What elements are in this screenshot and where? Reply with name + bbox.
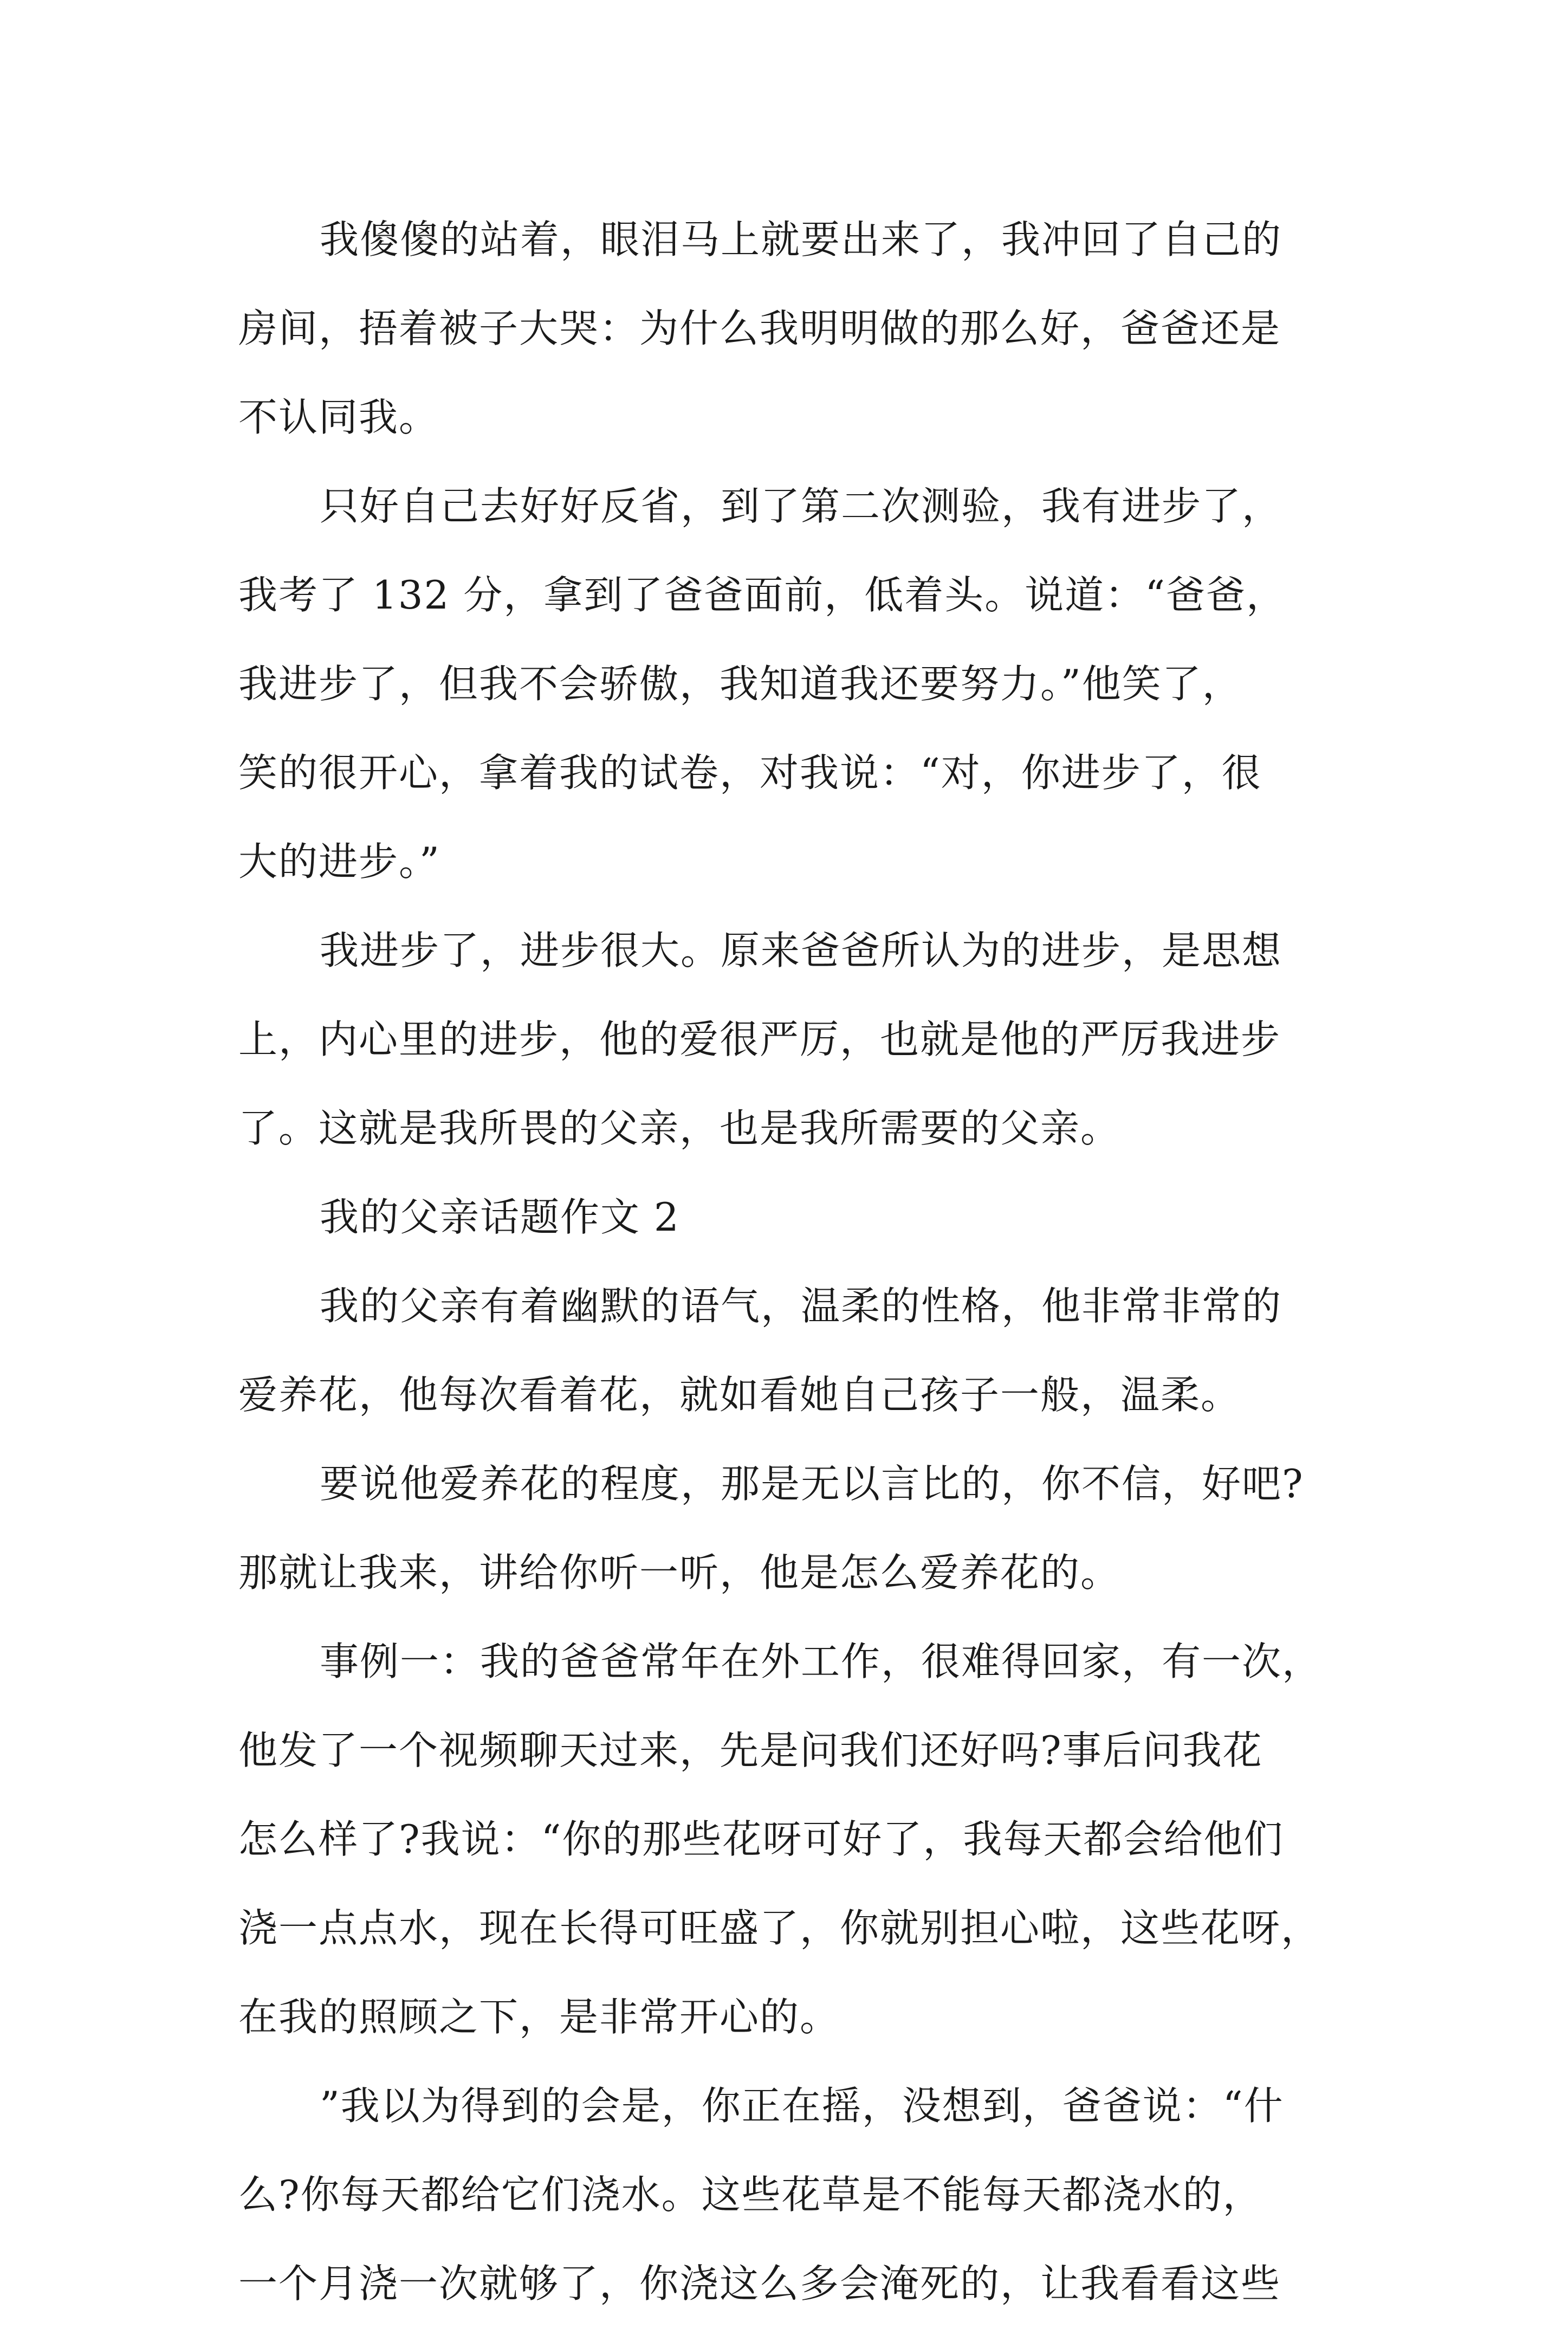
text-line: 一个月浇一次就够了，你浇这么多会淹死的，让我看看这些 bbox=[238, 2261, 1281, 2306]
text-line: 我进步了，但我不会骄傲，我知道我还要努力。”他笑了， bbox=[238, 661, 1242, 707]
text-line: 么?你每天都给它们浇水。这些花草是不能每天都浇水的， bbox=[238, 2172, 1263, 2217]
text-line: 那就让我来，讲给你听一听，他是怎么爱养花的。 bbox=[238, 1550, 1121, 1595]
text-line: 我考了 132 分，拿到了爸爸面前，低着头。说道：“爸爸， bbox=[238, 572, 1287, 618]
text-line: 我进步了，进步很大。原来爸爸所认为的进步，是思想 bbox=[320, 928, 1282, 973]
text-line: 了。这就是我所畏的父亲，也是我所需要的父亲。 bbox=[238, 1105, 1121, 1151]
text-line: 怎么样了?我说：“你的那些花呀可好了，我每天都会给他们 bbox=[238, 1816, 1284, 1862]
text-line: 笑的很开心，拿着我的试卷，对我说：“对，你进步了，很 bbox=[238, 750, 1262, 796]
text-line: 爱养花，他每次看着花，就如看她自己孩子一般，温柔。 bbox=[238, 1372, 1241, 1418]
text-line: 事例一：我的爸爸常年在外工作，很难得回家，有一次， bbox=[320, 1639, 1323, 1684]
essay-body bbox=[238, 195, 1338, 2328]
text-line: 房间，捂着被子大哭：为什么我明明做的那么好，爸爸还是 bbox=[238, 306, 1281, 351]
text-line: 浇一点点水，现在长得可旺盛了，你就别担心啦，这些花呀， bbox=[238, 1905, 1321, 1951]
text-line: 我傻傻的站着，眼泪马上就要出来了，我冲回了自己的 bbox=[320, 217, 1282, 262]
text-line: 要说他爱养花的程度，那是无以言比的，你不信，好吧? bbox=[320, 1461, 1304, 1506]
text-line: 他发了一个视频聊天过来，先是问我们还好吗?事后问我花 bbox=[238, 1728, 1263, 1773]
text-line: 大的进步。” bbox=[238, 839, 440, 884]
text-line: 我的父亲有着幽默的语气，温柔的性格，他非常非常的 bbox=[320, 1283, 1282, 1329]
text-line: 不认同我。 bbox=[238, 395, 439, 440]
text-line: 只好自己去好好反省，到了第二次测验，我有进步了， bbox=[320, 483, 1282, 529]
text-line: ”我以为得到的会是，你正在摇，没想到，爸爸说：“什 bbox=[320, 2083, 1284, 2129]
text-line: 上，内心里的进步，他的爱很严厉，也就是他的严厉我进步 bbox=[238, 1017, 1281, 1062]
text-line: 在我的照顾之下，是非常开心的。 bbox=[238, 1994, 840, 2040]
section-heading: 我的父亲话题作文 2 bbox=[320, 1194, 680, 1240]
